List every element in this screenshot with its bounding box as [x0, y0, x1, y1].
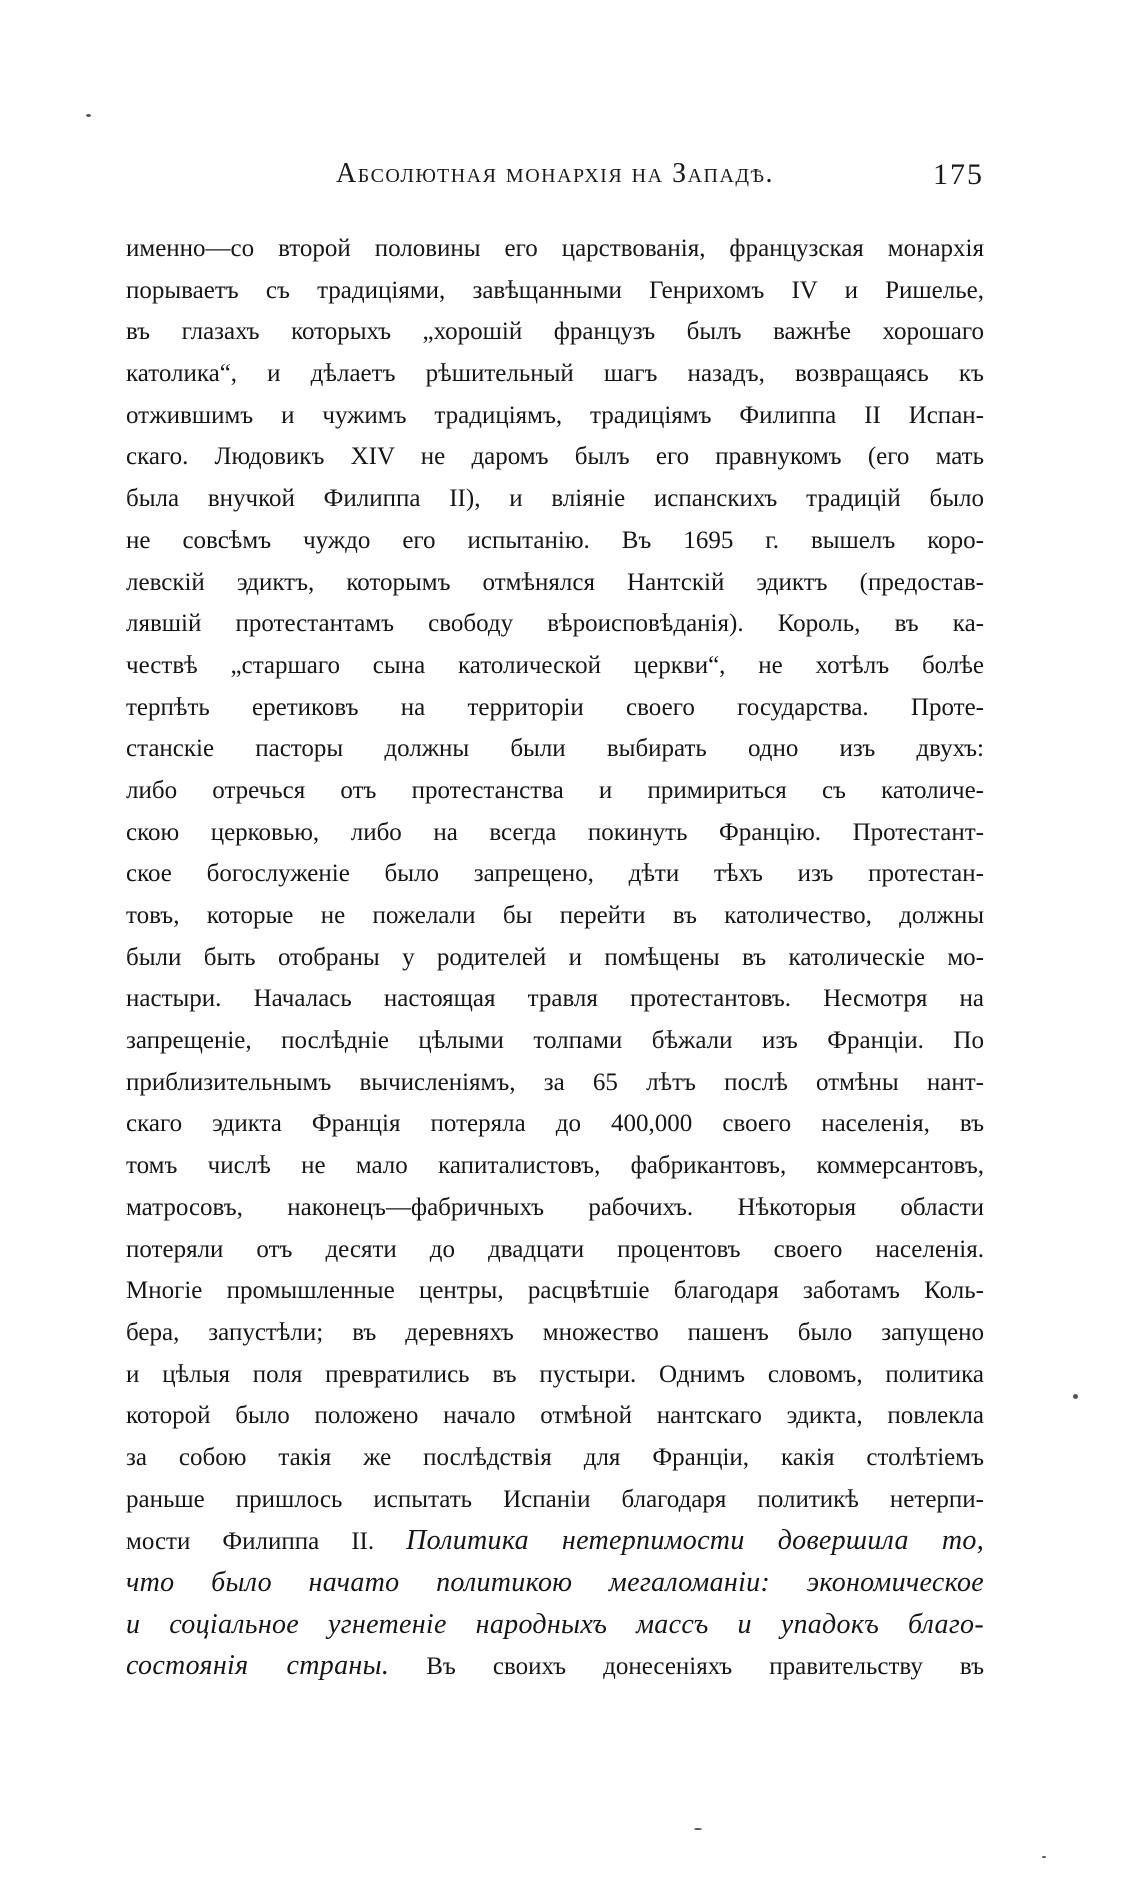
text-line: левскій эдиктъ, которымъ отмѣнялся Нантскій эдиктъ (предостав- — [126, 568, 984, 596]
text-line: лявшій протестантамъ свободу вѣроисповѣданія). Король, въ ка- — [126, 610, 984, 638]
text-line-mixed — [126, 1520, 984, 1562]
italic-emphasis: Политика нетерпимости довершила то, — [406, 1525, 984, 1557]
text-line-mixed — [126, 1645, 984, 1687]
text-line: и цѣлыя поля превратились въ пустыри. Однимъ словомъ, политика — [126, 1360, 984, 1388]
italic-emphasis: состоянія страны. — [126, 1650, 390, 1682]
text-line: католика“, и дѣлаетъ рѣшительный шагъ назадъ, возвращаясь къ — [126, 360, 984, 388]
text-line: Многіе промышленные центры, расцвѣтшіе благодаря заботамъ Коль- — [126, 1277, 984, 1305]
text-line: въ глазахъ которыхъ „хорошій французъ былъ важнѣе хорошаго — [126, 318, 984, 346]
text-run: мости Филиппа II. — [126, 1528, 375, 1556]
running-title: Абсолютная монархія на Западѣ. — [336, 158, 774, 189]
text-line: не совсѣмъ чуждо его испытанію. Въ 1695 г. вышелъ коро- — [126, 526, 984, 554]
text-line: за собою такія же послѣдствія для Франціи, какія столѣтіемъ — [126, 1443, 984, 1471]
text-line-italic — [126, 1562, 984, 1604]
scan-speck — [86, 114, 91, 117]
text-run: Въ своихъ донесеніяхъ правительству въ — [426, 1653, 985, 1681]
text-line: либо отречься отъ протестанства и примириться съ католиче- — [126, 776, 984, 804]
page-number: 175 — [933, 158, 984, 191]
text-line: именно—со второй половины его царствованія, французская монархія — [126, 235, 984, 262]
text-line: матросовъ, наконецъ—фабричныхъ рабочихъ. Нѣкоторыя области — [126, 1193, 984, 1221]
text-line: товъ, которые не пожелали бы перейти въ католичество, должны — [126, 902, 984, 929]
text-line: терпѣть еретиковъ на территоріи своего государства. Проте- — [126, 693, 984, 721]
italic-emphasis: и соціальное угнетеніе народныхъ массъ и упадокъ благо- — [126, 1608, 984, 1640]
text-line: станскіе пасторы должны были выбирать одно изъ двухъ: — [126, 735, 984, 763]
scan-speck — [1042, 1856, 1046, 1858]
text-line: потеряли отъ десяти до двадцати процентовъ своего населенія. — [126, 1235, 984, 1263]
text-line: которой было положено начало отмѣной нантскаго эдикта, повлекла — [126, 1402, 984, 1430]
text-line: запрещеніе, послѣдніе цѣлыми толпами бѣжали изъ Франціи. По — [126, 1027, 984, 1055]
text-line-italic — [126, 1604, 984, 1646]
text-line: ское богослуженіе было запрещено, дѣти тѣхъ изъ протестан- — [126, 860, 984, 888]
italic-emphasis: что было начато политикою мегаломаніи: экономическое — [126, 1567, 984, 1598]
scan-speck — [694, 1828, 702, 1830]
text-line: скаго эдикта Франція потеряла до 400,000 своего населенія, въ — [126, 1110, 984, 1138]
text-line: приблизительнымъ вычисленіямъ, за 65 лѣтъ послѣ отмѣны нант- — [126, 1068, 984, 1096]
text-line: скаго. Людовикъ XIV не даромъ былъ его правнукомъ (его мать — [126, 443, 984, 471]
text-line: были быть отобраны у родителей и помѣщены въ католическіе мо- — [126, 943, 984, 971]
running-head — [126, 158, 984, 198]
text-line: томъ числѣ не мало капиталистовъ, фабрикантовъ, коммерсантовъ, — [126, 1152, 984, 1180]
scan-speck — [1073, 1394, 1078, 1399]
text-line: скою церковью, либо на всегда покинуть Францію. Протестант- — [126, 818, 984, 846]
text-line: была внучкой Филиппа II), и вліяніе испанскихъ традицій было — [126, 485, 984, 513]
text-line: отжившимъ и чужимъ традиціямъ, традиціямъ Филиппа II Испан- — [126, 401, 984, 429]
text-line: раньше пришлось испытать Испаніи благодаря политикѣ нетерпи- — [126, 1485, 984, 1513]
body-text — [126, 228, 984, 1687]
text-line: чествѣ „старшаго сына католической церкви“, не хотѣлъ болѣе — [126, 651, 984, 679]
text-line: бера, запустѣли; въ деревняхъ множество пашенъ было запущено — [126, 1318, 984, 1346]
text-line: порываетъ съ традиціями, завѣщанными Генрихомъ IV и Ришелье, — [126, 276, 984, 304]
text-line: настыри. Началась настоящая травля протестантовъ. Несмотря на — [126, 985, 984, 1013]
